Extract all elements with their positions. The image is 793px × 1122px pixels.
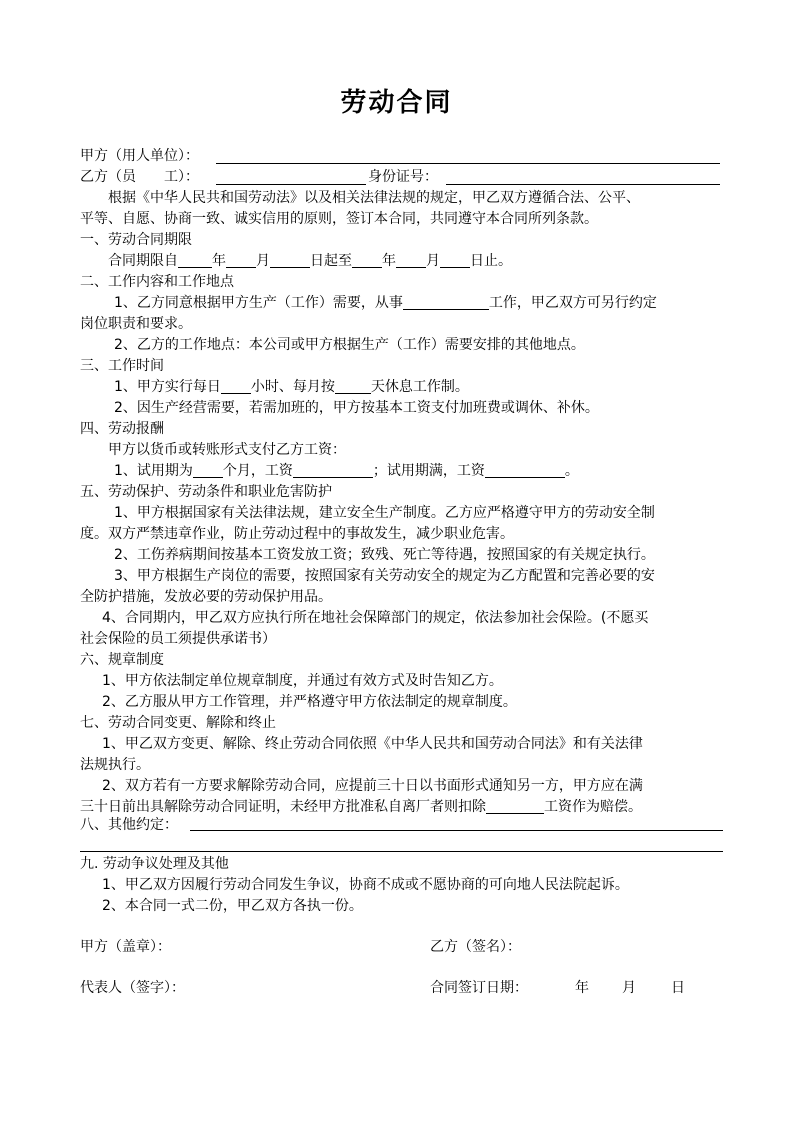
month-text: 月 [256, 253, 270, 269]
other-terms-blank-1 [190, 830, 723, 831]
s3-paragraph-2: 2、因生产经营需要，若需加班的，甲方按基本工资支付加班费或调休、补休。 [114, 400, 599, 416]
section-2-heading: 二、工作内容和工作地点 [80, 274, 234, 290]
s5-paragraph-1-cont: 度。双方严禁违章作业，防止劳动过程中的事故发生，减少职业危害。 [80, 526, 514, 542]
section-7-heading: 七、劳动合同变更、解除和终止 [80, 715, 276, 731]
party-a-seal-label: 甲方（盖章）： [80, 939, 171, 955]
s5-paragraph-4-cont: 社会保险的员工须提供承诺书） [80, 631, 276, 647]
section-3-heading: 三、工作时间 [80, 358, 164, 374]
sign-date-label: 合同签订日期： [430, 980, 528, 996]
s5-paragraph-3-cont: 全防护措施，发放必要的劳动保护用品。 [80, 589, 332, 605]
s5-paragraph-2: 2、工伤养病期间按基本工资发放工资；致残、死亡等待遇，按照国家的有关规定执行。 [114, 547, 655, 563]
term-start-text: 合同期限自 [108, 253, 178, 269]
s2-paragraph-2: 2、乙方的工作地点：本公司或甲方根据生产（工作）需要安排的其他地点。 [114, 337, 585, 353]
probation-salary-blank [293, 463, 373, 478]
s3-p1-text-c: 天休息工作制。 [370, 379, 469, 395]
s4-p1-text-d: 。 [564, 463, 579, 479]
other-terms-blank-2 [80, 851, 723, 852]
section-9-heading: 九. 劳动争议处理及其他 [80, 856, 229, 872]
party-a-line [80, 146, 199, 166]
s2-p1-text-a: 1、乙方同意根据甲方生产（工作）需要，从事 [114, 295, 403, 311]
daily-hours-blank [221, 379, 251, 394]
section-5-heading: 五、劳动保护、劳动条件和职业危害防护 [80, 484, 332, 500]
sign-date-year: 年 [575, 980, 589, 996]
sign-date-month: 月 [622, 980, 636, 996]
section-1-heading: 一、劳动合同期限 [80, 232, 192, 248]
start-month-blank [226, 253, 256, 268]
sign-date-day: 日 [671, 980, 685, 996]
s4-paragraph-1 [114, 461, 579, 481]
year-text: 年 [212, 253, 226, 269]
preamble-line-2: 平等、自愿、协商一致、诚实信用的原则，签订本合同，共同遵守本合同所列条款。 [80, 211, 598, 227]
rest-days-blank [335, 379, 371, 394]
section-4-heading: 四、劳动报酬 [80, 421, 164, 437]
end-year-text: 年 [382, 253, 396, 269]
job-blank [403, 295, 489, 310]
end-day-text: 日止。 [470, 253, 512, 269]
s2-paragraph-1 [114, 293, 657, 313]
s4-p1-text-b: 个月，工资 [222, 463, 293, 479]
party-b-sign-label: 乙方（签名）： [430, 939, 521, 955]
party-b-id-line [368, 167, 438, 187]
party-b-id-label: 身份证号： [368, 169, 438, 185]
s6-paragraph-1: 1、甲方依法制定单位规章制度，并通过有效方式及时告知乙方。 [102, 673, 503, 689]
representative-label: 代表人（签字）： [80, 980, 185, 996]
regular-salary-blank [485, 463, 565, 478]
s2-p1-text-b: 工作，甲乙双方可另行约定 [488, 295, 657, 311]
section-8-heading: 八、其他约定： [80, 817, 178, 833]
s4-paragraph-0: 甲方以货币或转账形式支付乙方工资： [108, 442, 346, 458]
deduction-blank [486, 799, 544, 814]
s2-paragraph-1-cont: 岗位职责和要求。 [80, 316, 192, 332]
s7-p2-text-b: 三十日前出具解除劳动合同证明，未经甲方批准私自离厂者则扣除 [80, 799, 486, 815]
s6-paragraph-2: 2、乙方服从甲方工作管理，并严格遵守甲方依法制定的规章制度。 [102, 694, 517, 710]
party-b-name-blank [216, 184, 366, 185]
s7-paragraph-1-cont: 法规执行。 [80, 757, 150, 773]
party-a-label: 甲方（用人单位）： [80, 148, 199, 164]
s9-paragraph-2: 2、本合同一式二份，甲乙双方各执一份。 [102, 898, 363, 914]
s7-p2-text-c: 工资作为赔偿。 [544, 799, 642, 815]
party-b-label: 乙方（员 工）： [80, 169, 199, 185]
s9-paragraph-1: 1、甲乙双方因履行劳动合同发生争议，协商不成或不愿协商的可向地人民法院起诉。 [102, 877, 629, 893]
s3-p1-text-b: 小时、每月按 [250, 379, 335, 395]
section-6-heading: 六、规章制度 [80, 652, 164, 668]
s4-p1-text-c: ；试用期满，工资 [372, 463, 485, 479]
s3-p1-text-a: 1、甲方实行每日 [114, 379, 221, 395]
preamble-line-1: 根据《中华人民共和国劳动法》以及相关法律法规的规定，甲乙双方遵循合法、公平、 [108, 190, 640, 206]
end-year-blank [352, 253, 382, 268]
end-month-text: 月 [426, 253, 440, 269]
party-a-blank [216, 163, 720, 164]
s5-paragraph-1: 1、甲方根据国家有关法律法规，建立安全生产制度。乙方应严格遵守甲方的劳动安全制 [114, 505, 655, 521]
start-day-blank [270, 253, 310, 268]
s4-p1-text-a: 1、试用期为 [114, 463, 193, 479]
s7-paragraph-2: 2、双方若有一方要求解除劳动合同，应提前三十日以书面形式通知另一方，甲方应在满 [102, 778, 643, 794]
document-title: 劳动合同 [340, 88, 453, 118]
end-month-blank [396, 253, 426, 268]
party-b-line [80, 167, 199, 187]
s7-paragraph-1: 1、甲乙双方变更、解除、终止劳动合同依照《中华人民共和国劳动合同法》和有关法律 [102, 736, 643, 752]
contract-term-line [108, 251, 512, 271]
party-b-id-blank [446, 184, 720, 185]
from-day-text: 日起至 [310, 253, 352, 269]
probation-months-blank [193, 463, 223, 478]
s5-paragraph-4: 4、合同期内，甲乙双方应执行所在地社会保障部门的规定，依法参加社会保险。(不愿买 [102, 610, 649, 626]
s3-paragraph-1 [114, 377, 469, 397]
s5-paragraph-3: 3、甲方根据生产岗位的需要，按照国家有关劳动安全的规定为乙方配置和完善必要的安 [114, 568, 655, 584]
start-year-blank [178, 253, 212, 268]
s7-paragraph-2-cont [80, 797, 642, 817]
end-day-blank [440, 253, 470, 268]
